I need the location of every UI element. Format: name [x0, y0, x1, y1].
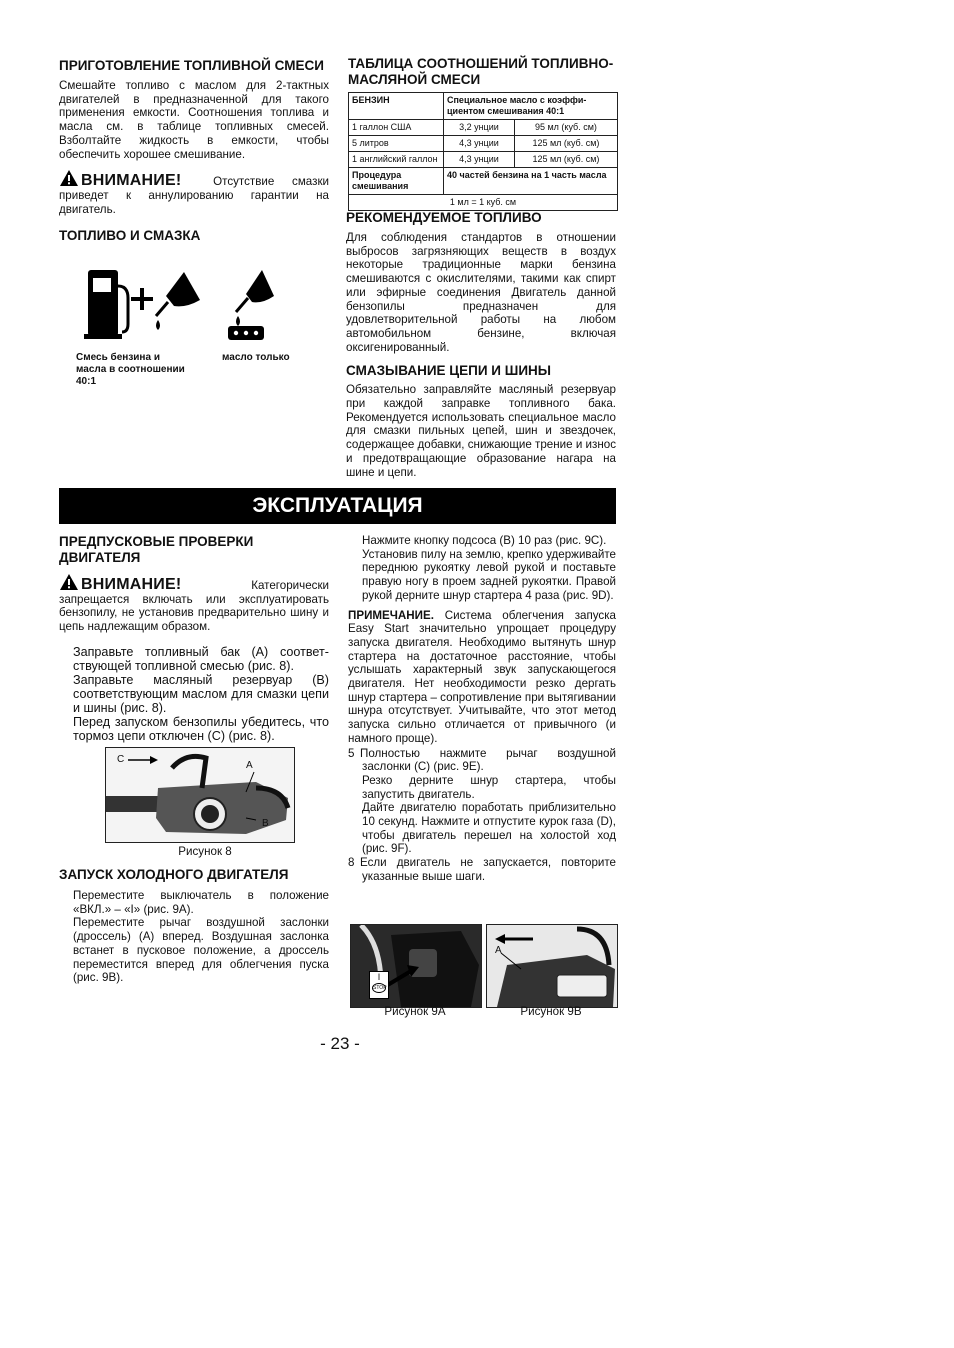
cold-start-title: ЗАПУСК ХОЛОДНОГО ДВИГАТЕЛЯ: [59, 867, 289, 882]
table-row: [349, 136, 618, 152]
mix-table-section: [348, 56, 618, 211]
page-number: - 23 -: [320, 1034, 360, 1053]
cold-start-section: [59, 867, 329, 985]
step-number: 8: [348, 856, 355, 870]
figure-9b-caption: Рисунок 9B: [520, 1005, 582, 1018]
fuel-mix-warning: [59, 169, 329, 216]
cold-start-step-1: Переместите выключатель в положение «ВКЛ.» – «I» (рис. 9A).: [73, 889, 329, 916]
figure-8: [105, 747, 295, 843]
fig8-label-c: C: [117, 754, 125, 765]
fuel-mix-title: ПРИГОТОВЛЕНИЕ ТОПЛИВНОЙ СМЕСИ: [59, 58, 324, 73]
chain-lube-body: Обязательно заправляйте масляный резервуар при каждой заправке топливного бака. Рекомендуется использовать специальное масло для смазки пильных цепей, шин и звездочек, содержащее добавки, снижающие трение и износ и предотвращающие образование нагара на шине и цепи.: [346, 383, 616, 479]
oil-can-chain-icon: [222, 266, 282, 346]
table-cell: 95 мл (куб. см): [514, 120, 617, 136]
start-steps-column: [348, 534, 616, 884]
switch-label-i: I: [377, 972, 381, 982]
start-step-3: Нажмите кнопку подсоса (B) 10 раз (рис. 9C).: [362, 534, 607, 547]
prestart-title: ПРЕДПУСКОВЫЕ ПРОВЕРКИ ДВИГАТЕЛЯ: [59, 534, 254, 565]
start-step-6: Резко дерните шнур стартера, чтобы запустить двигатель.: [362, 773, 616, 801]
table-footer: 1 мл = 1 куб. см: [349, 195, 618, 211]
prestart-section: [59, 534, 329, 743]
label-oil-only: масло только: [222, 352, 290, 363]
figure-8-caption: Рисунок 8: [178, 845, 232, 858]
figure-9a-caption: Рисунок 9A: [384, 1005, 446, 1018]
table-proc-left: Процедура смешивания: [349, 168, 444, 195]
chain-lube-title: СМАЗЫВАНИЕ ЦЕПИ И ШИНЫ: [346, 363, 551, 379]
section-banner: ЭКСПЛУАТАЦИЯ: [59, 488, 616, 524]
fuel-mix-section: [59, 58, 329, 244]
fig8-label-b: B: [262, 818, 269, 829]
switch-box: [369, 971, 389, 999]
note-text: Система облегчения запуска Easy Start значительно упрощает процедуру запуска двигателя. Необходимо вытянуть шнур стартера на достаточное расстояние, чтобы услышать характерный звук запускающегося двигателя. Нет необходимости резко дергать шнур стартера – сопротивление при вытягивании шнура отсутствует. Учитывайте, что этот метод запуска сильно отличается от привычного (и намного проще).: [348, 608, 616, 745]
table-row: [349, 120, 618, 136]
start-step-4: Установив пилу на землю, крепко удерживайте переднюю рукоятку левой рукой и поставьте правую ногу в проем задней рукоятки. Правой рукой дерните шнур стартера 4 раза (рис. 9D).: [362, 547, 616, 602]
prestart-step-1: Заправьте топливный бак (A) соответствующей топливной смесью (рис. 8).: [73, 644, 329, 673]
table-cell: 1 галлон США: [349, 120, 444, 136]
cold-start-step-2: Переместите рычаг воздушной заслонки (дроссель) (A) вперед. Воздушная заслонка встанет в пусковое положение, а дроссель переместится вперед для облегчения пуска (рис. 9B).: [73, 916, 329, 985]
recommended-section: [346, 210, 616, 479]
table-cell: 5 литров: [349, 136, 444, 152]
fig8-label-a: A: [246, 760, 253, 771]
table-cell: 4,3 унции: [444, 152, 515, 168]
table-header-left: БЕНЗИН: [349, 93, 444, 120]
step-text: Полностью нажмите рычаг воздушной заслонки (C) (рис. 9E).: [360, 746, 616, 774]
table-row: [349, 152, 618, 168]
table-cell: 125 мл (куб. см): [514, 152, 617, 168]
warning-icon: [59, 169, 79, 187]
table-cell: 4,3 унции: [444, 136, 515, 152]
table-proc-right: 40 частей бензина на 1 часть масла: [444, 168, 618, 195]
prestart-step-3: Перед запуском бензопилы убедитесь, что тормоз цепи отключен (C) (рис. 8).: [73, 714, 329, 743]
stop-label: STOP: [373, 985, 387, 991]
choke-illustration: [487, 925, 617, 1007]
recommended-title: РЕКОМЕНДУЕМОЕ ТОПЛИВО: [346, 210, 542, 225]
fuel-pump-plus-oil-can-icon: [78, 266, 208, 346]
prestart-step-2: Заправьте масляный резервуар (B) соответствующим маслом для смазки цепи и шины (рис. 8).: [73, 672, 329, 715]
label-mix: Смесь бензина и масла в соотношении 40:1: [76, 352, 185, 387]
figure-9b: [486, 924, 618, 1008]
note: [348, 609, 616, 746]
warning-text: Категорически запрещается включать или эксплуатировать бензопилу, не установив предварительно шину и цепь надлежащим образом.: [59, 579, 329, 634]
table-cell: 1 английский галлон: [349, 152, 444, 168]
figure-9a: [350, 924, 482, 1008]
start-step-5: [348, 746, 616, 774]
warning-icon: [59, 573, 79, 591]
table-title: ТАБЛИЦА СООТНОШЕНИЙ ТОПЛИВНО-МАСЛЯНОЙ СМЕСИ: [348, 56, 614, 87]
table-cell: 3,2 унции: [444, 120, 515, 136]
step-number: 5: [348, 746, 355, 760]
note-label: ПРИМЕЧАНИЕ.: [348, 608, 434, 622]
warning-word: ВНИМАНИЕ!: [81, 172, 182, 190]
warning-word: ВНИМАНИЕ!: [81, 576, 182, 593]
warning-text: Отсутствие смазки приведет к аннулированию гарантии на двигатель.: [59, 175, 329, 216]
table-cell: 125 мл (куб. см): [514, 136, 617, 152]
fig9b-label-a: A: [495, 945, 502, 956]
prestart-warning: [59, 573, 329, 634]
recommended-body: Для соблюдения стандартов в отношении выбросов загрязняющих веществ в воздух некоторые традиционные марки бензина смешиваются с окислителями, такими как спирт или эфирные соединения Двигатель данной бензопилы предназначен для удовлетворительной работы на любом автомобильном бензине, включая оксигенированный.: [346, 231, 616, 354]
fuel-lube-title: ТОПЛИВО И СМАЗКА: [59, 228, 201, 244]
fuel-mix-body: Смешайте топливо с маслом для 2-тактных двигателей в предназначенной для такого применения емкости. Соотношения топлива и масла см. в таблице топливных смесей. Взболтайте жидкость в емкости, чтобы обеспечить хорошее смешивание.: [59, 79, 329, 161]
step-text: Если двигатель не запускается, повторите указанные выше шаги.: [360, 856, 616, 883]
table-header-right: Специальное масло с коэффициентом смешивания 40:1: [444, 93, 618, 120]
start-step-7: Дайте двигателю поработать приблизительно 10 секунд. Нажмите и отпустите курок газа (D), чтобы двигатель перешел на холостой ход (рис. 9F).: [362, 801, 616, 856]
start-step-8: [348, 856, 616, 883]
mix-table: [348, 92, 618, 211]
